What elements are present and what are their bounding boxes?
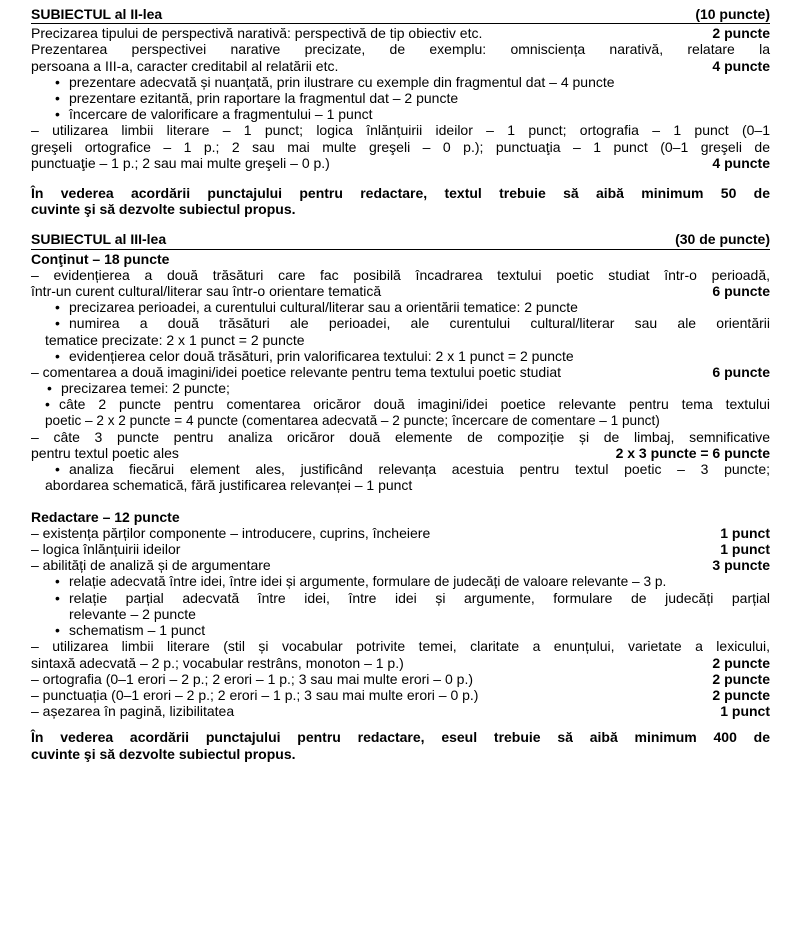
list-item: • precizarea perioadei, a curentului cultural/literar sau a orientării tematice: 2 puncte — [31, 299, 770, 315]
s3-note — [31, 729, 770, 761]
s3-text-line: – evidențierea a două trăsături care fac posibilă încadrarea textului poetic studiat într-o perioadă, — [31, 266, 770, 283]
s3-content-item-2 — [31, 364, 770, 380]
list-item — [31, 315, 770, 347]
s2-lang-line: greşeli ortografice – 1 p.; 2 sau mai multe greşeli – 0 p.); punctuaţia – 1 punct (0–1 greşeli de — [31, 138, 770, 155]
s3-red-points: 1 punct — [720, 524, 770, 541]
s3-red-item — [31, 703, 770, 719]
s3-red-item — [31, 687, 770, 703]
s2-note-line: cuvinte şi să dezvolte subiectul propus. — [31, 201, 296, 218]
list-item-line: • relație parțial adecvată între idei, între idei și argumente, formulare de judecăți parțial — [69, 589, 770, 606]
s3-points: 6 puncte — [712, 283, 770, 300]
list-item-line: relevante – 2 puncte — [69, 605, 196, 622]
s2-language-criteria — [31, 122, 770, 171]
s2-item-points: 2 puncte — [712, 25, 770, 42]
list-item: • evidențierea celor două trăsături, prin valorificarea textului: 2 x 1 punct = 2 puncte — [31, 348, 770, 364]
s2-item-text-line: persoana a III-a, caracter creditabil al relatării etc. — [31, 57, 339, 74]
content-subtitle: Conţinut – 18 puncte — [31, 250, 170, 267]
s3-red-points: 2 puncte — [712, 670, 770, 687]
s2-item-points: 4 puncte — [712, 57, 770, 74]
s3-note-line: În vederea acordării punctajului pentru redactare, eseul trebuie să aibă minimum 400 de — [31, 729, 770, 746]
s3-red-points: 1 punct — [720, 703, 770, 720]
s3-red-item-3-bullets — [31, 574, 770, 639]
s3-content-item-1-bullets — [31, 299, 770, 364]
list-item — [31, 590, 770, 622]
section-2-header — [31, 6, 770, 24]
list-item — [21, 396, 770, 428]
list-item-line: • analiza fiecărui element ales, justificând relevanța acestuia pentru textul poetic – 3 puncte; — [69, 461, 770, 478]
s3-red-points: 2 puncte — [712, 654, 770, 671]
s3-content-item-3 — [31, 429, 770, 461]
s3-content-item-2-bullets — [21, 380, 770, 429]
list-item-line: abordarea schematică, fără justificarea relevanței – 1 punct — [45, 477, 413, 494]
s3-points: 6 puncte — [712, 364, 770, 381]
section-3-points: (30 de puncte) — [675, 231, 770, 248]
section-3-header — [31, 231, 770, 249]
s3-red-points: 2 puncte — [712, 686, 770, 703]
list-item: • precizarea temei: 2 puncte; — [21, 380, 770, 396]
s3-red-text: – existența părților componente – introducere, cuprins, încheiere — [31, 524, 431, 541]
list-item: • prezentare adecvată și nuanțată, prin ilustrare cu exemple din fragmentul dat – 4 puncte — [31, 74, 770, 90]
s3-points: 2 x 3 puncte = 6 puncte — [615, 445, 770, 462]
s3-red-item — [31, 541, 770, 557]
s3-red-text: – punctuația (0–1 erori – 2 p.; 2 erori – 1 p.; 3 sau mai multe erori – 0 p.) — [31, 686, 479, 703]
s2-lang-line: punctuaţie – 1 p.; 2 sau mai multe greşeli – 0 p.) — [31, 154, 330, 171]
s3-red-text: – utilizarea limbii literare (stil și vocabular potrivite temei, claritate a enunțului, varietate a lexicului, — [31, 638, 770, 655]
s2-note — [31, 185, 770, 217]
list-item: • încercare de valorificare a fragmentului – 1 punct — [31, 106, 770, 122]
section-3-title: SUBIECTUL al III-lea — [31, 231, 167, 248]
list-item: • prezentare ezitantă, prin raportare la fragmentul dat – 2 puncte — [31, 90, 770, 106]
s3-red-text: – abilități de analiză și de argumentare — [31, 557, 271, 574]
list-item-line: tematice precizate: 2 x 1 punct = 2 puncte — [45, 331, 305, 348]
s3-text-line: – comentarea a două imagini/idei poetice relevante pentru tema textului poetic studiat — [31, 364, 561, 381]
list-item — [31, 461, 770, 493]
redactare-subtitle: Redactare – 12 puncte — [31, 508, 180, 525]
s3-note-line: cuvinte şi să dezvolte subiectul propus. — [31, 745, 296, 762]
s3-red-points: 3 puncte — [712, 557, 770, 574]
s3-red-text: sintaxă adecvată – 2 p.; vocabular restrâns, monoton – 1 p.) — [31, 654, 404, 671]
s2-lang-line: – utilizarea limbii literare – 1 punct; logica înlănțuirii ideilor – 1 punct; ortografia – 1 punct (0–1 — [31, 122, 770, 139]
s3-content-item-3-bullets — [31, 461, 770, 493]
s2-item-text: Precizarea tipului de perspectivă narativă: perspectivă de tip obiectiv etc. — [31, 25, 483, 42]
s3-text-line: într-un curent cultural/literar sau într-o orientare tematică — [31, 283, 382, 300]
section-2-title: SUBIECTUL al II-lea — [31, 6, 163, 22]
s2-item-perspective-presentation — [31, 41, 770, 73]
s3-red-item — [31, 671, 770, 687]
s2-lang-points: 4 puncte — [712, 154, 770, 171]
list-item: • relație adecvată între idei, între idei și argumente, formulare de judecăți de valoare relevante – 3 p. — [31, 574, 770, 590]
list-item: • schematism – 1 punct — [31, 622, 770, 638]
s2-bullet-list — [31, 74, 770, 123]
s3-red-item — [31, 638, 770, 670]
s3-red-text: – așezarea în pagină, lizibilitatea — [31, 703, 235, 720]
s2-item-text-line: Prezentarea perspectivei narative precizate, de exemplu: omnisciența narativă, relatare la — [31, 41, 770, 58]
section-2-points: (10 puncte) — [695, 6, 770, 22]
s3-red-text: – logica înlănțuirii ideilor — [31, 541, 181, 558]
s2-note-line: În vederea acordării punctajului pentru redactare, textul trebuie să aibă minimum 50 de — [31, 185, 770, 202]
list-item-line: • numirea a două trăsături ale perioadei, ale curentului cultural/literar sau ale orientării — [69, 315, 770, 332]
s3-text-line: – câte 3 puncte pentru analiza oricăror două elemente de compoziție și de limbaj, semnificative — [31, 428, 770, 445]
s3-content-item-1 — [31, 267, 770, 299]
s3-text-line: pentru textul poetic ales — [31, 445, 179, 462]
s3-red-item — [31, 525, 770, 541]
s2-item-perspective-type — [31, 25, 770, 41]
s3-red-item — [31, 557, 770, 573]
list-item-line: poetic – 2 x 2 puncte = 4 puncte (comentarea adecvată – 2 puncte; încercare de comentare – 1 punct) — [45, 412, 660, 428]
list-item-line: • câte 2 puncte pentru comentarea oricăror două imagini/idei poetice relevante pentru tema textului — [59, 396, 770, 413]
s3-red-points: 1 punct — [720, 541, 770, 558]
s3-red-text: – ortografia (0–1 erori – 2 p.; 2 erori – 1 p.; 3 sau mai multe erori – 0 p.) — [31, 670, 473, 687]
